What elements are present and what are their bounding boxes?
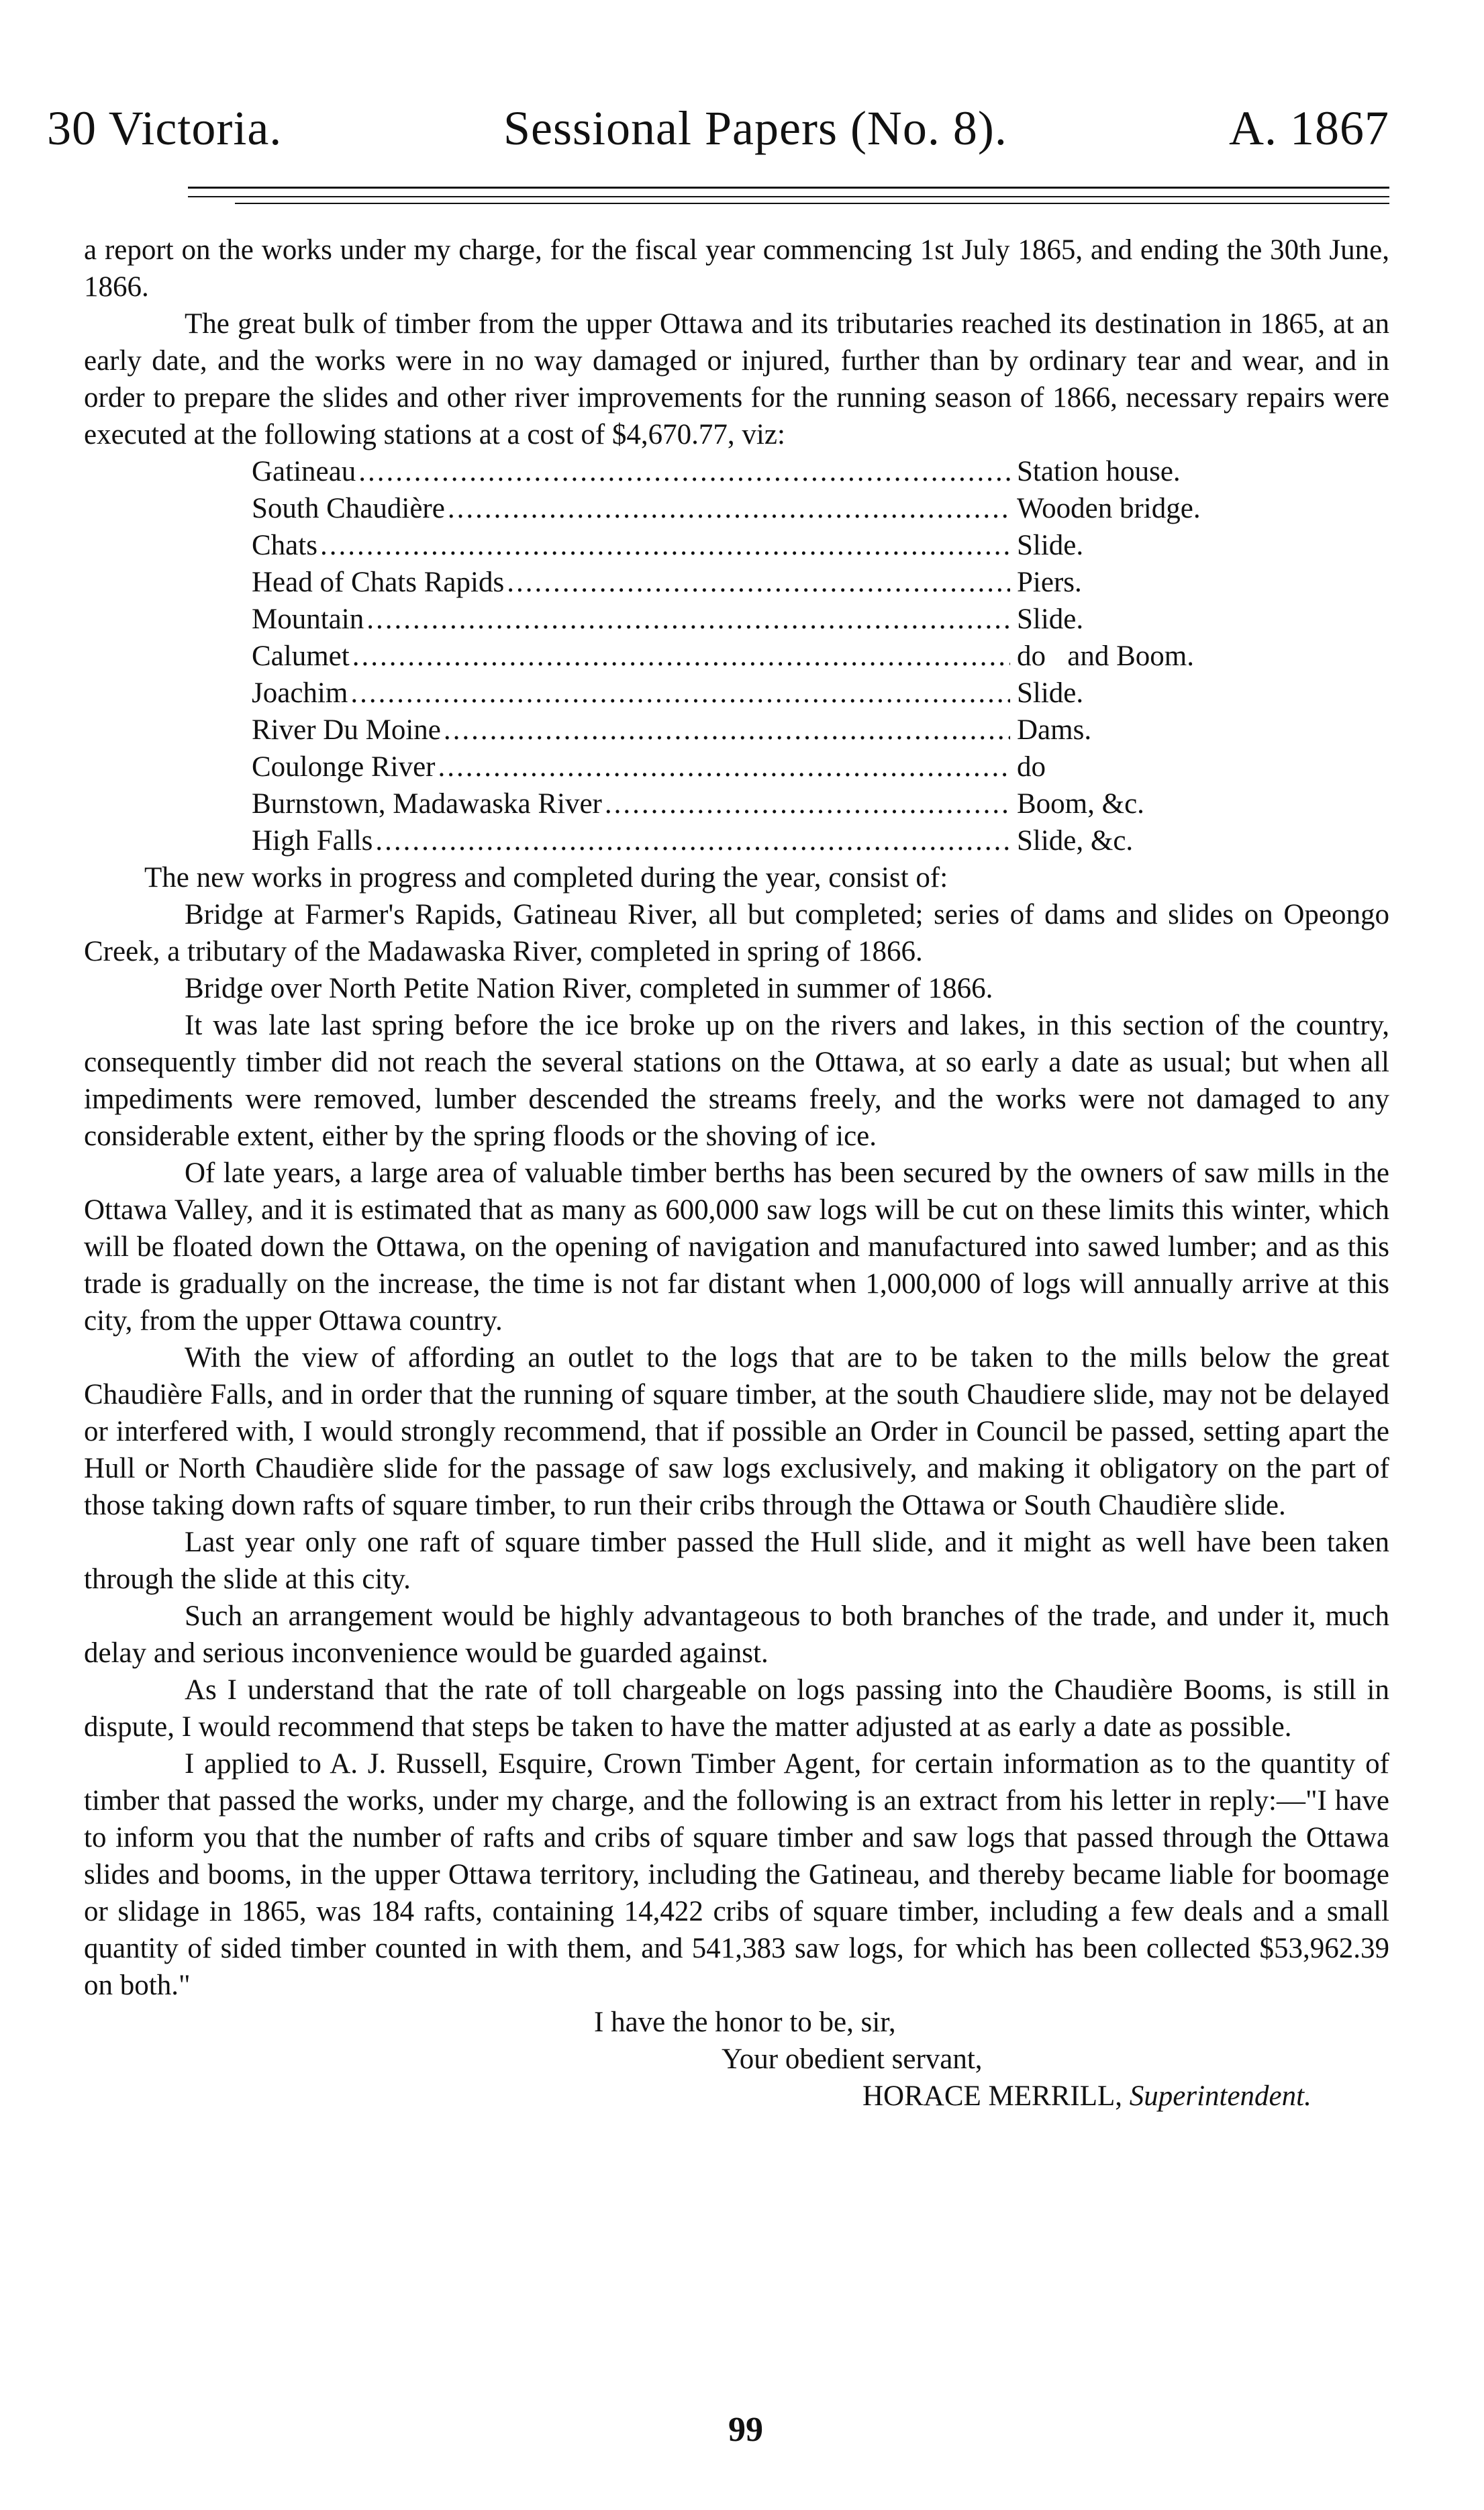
new-works-item-2: Bridge over North Petite Nation River, completed in summer of 1866. bbox=[185, 973, 993, 1004]
station-work: Wooden bridge. bbox=[1017, 493, 1201, 524]
leader-dots bbox=[320, 527, 1010, 564]
leader-dots bbox=[352, 638, 1010, 675]
station-name: River Du Moine bbox=[252, 714, 441, 746]
station-name: Coulonge River bbox=[252, 751, 436, 783]
last-year-paragraph: Last year only one raft of square timber passed the Hull slide, and it might as well have been taken through the slide at this city. bbox=[84, 1527, 1389, 1595]
station-row bbox=[252, 564, 1299, 601]
header-year: A. 1867 bbox=[1229, 101, 1389, 155]
leader-dots bbox=[605, 785, 1010, 822]
outlet-paragraph: With the view of affording an outlet to the logs that are to be taken to the mills below the great Chaudière Falls, and in order that the running of square timber, at the south Chaudiere slide, may not be delayed or interfered with, I would strongly recommend, that if possible an Order in Council be passed, setting apart the Hull or North Chaudière slide for the passage of saw logs exclusively, and making it obligatory on the part of those taking down rafts of square timber, to run their cribs through the Ottawa or South Chaudière slide. bbox=[84, 1342, 1389, 1521]
station-name: Mountain bbox=[252, 604, 364, 635]
station-name: Gatineau bbox=[252, 456, 356, 487]
leader-dots bbox=[507, 564, 1010, 601]
station-row bbox=[252, 712, 1299, 749]
station-work: Piers. bbox=[1017, 567, 1082, 598]
station-row bbox=[252, 453, 1299, 490]
station-work: do and Boom. bbox=[1017, 640, 1194, 672]
station-name: Calumet bbox=[252, 640, 350, 672]
page-header bbox=[47, 101, 1389, 154]
station-name: Joachim bbox=[252, 677, 348, 709]
leader-dots bbox=[375, 822, 1010, 859]
document-page bbox=[47, 0, 1389, 2510]
station-work: Slide. bbox=[1017, 530, 1084, 561]
station-name: High Falls bbox=[252, 825, 373, 857]
header-rule-thin-2 bbox=[235, 203, 1389, 204]
station-work: Slide. bbox=[1017, 677, 1084, 709]
leader-dots bbox=[350, 675, 1010, 712]
header-title: Sessional Papers (No. 8). bbox=[503, 101, 1007, 155]
header-rule-thick bbox=[188, 187, 1389, 189]
leader-dots bbox=[366, 601, 1010, 638]
station-row bbox=[252, 785, 1299, 822]
report-body bbox=[84, 232, 1389, 2115]
leader-dots bbox=[444, 712, 1010, 749]
arrangement-paragraph: Such an arrangement would be highly advantageous to both branches of the trade, and under it, much delay and serious inconvenience would be guarded against. bbox=[84, 1600, 1389, 1669]
station-work: Dams. bbox=[1017, 714, 1092, 746]
station-row bbox=[252, 822, 1299, 859]
header-rule-thin bbox=[188, 196, 1389, 197]
station-row bbox=[252, 490, 1299, 527]
page-number: 99 bbox=[728, 2411, 763, 2449]
new-works-item-1: Bridge at Farmer's Rapids, Gatineau River, all but completed; series of dams and slides on Opeongo Creek, a tributary of the Madawaska River, completed in spring of 1866. bbox=[84, 899, 1389, 967]
station-name: Chats bbox=[252, 530, 317, 561]
station-row bbox=[252, 638, 1299, 675]
repairs-paragraph: The great bulk of timber from the upper Ottawa and its tributaries reached its destination in 1865, at an early date, and the works were in no way damaged or injured, further than by ordinary tear and wear, and in order to prepare the slides and other river improvements for the running season of 1866, necessary repairs were executed at the following stations at a cost of $4,670.77, viz: bbox=[84, 308, 1389, 450]
intro-paragraph: a report on the works under my charge, for the fiscal year commencing 1st July 1865, and ending the 30th June, 1866. bbox=[84, 234, 1389, 303]
station-work: Boom, &c. bbox=[1017, 788, 1144, 820]
station-row bbox=[252, 675, 1299, 712]
station-work: Slide. bbox=[1017, 604, 1084, 635]
station-row bbox=[252, 749, 1299, 785]
spring-paragraph: It was late last spring before the ice broke up on the rivers and lakes, in this section of the country, consequently timber did not reach the several stations on the Ottawa, at so early a date as usual; but when all impediments were removed, lumber descended the streams freely, and the works were not damaged to any considerable extent, either by the spring floods or the shoving of ice. bbox=[84, 1010, 1389, 1152]
station-work: Slide, &c. bbox=[1017, 825, 1134, 857]
signature bbox=[84, 2078, 1389, 2115]
station-name: Head of Chats Rapids bbox=[252, 567, 505, 598]
toll-paragraph: As I understand that the rate of toll chargeable on logs passing into the Chaudière Booms, is still in dispute, I would recommend that steps be taken to have the matter adjusted at as early a date as possible. bbox=[84, 1674, 1389, 1743]
station-name: South Chaudière bbox=[252, 493, 445, 524]
russell-paragraph: I applied to A. J. Russell, Esquire, Crown Timber Agent, for certain information as to the quantity of timber that passed the works, under my charge, and the following is an extract from his letter in reply:—"I have to inform you that the number of rafts and cribs of square timber and saw logs that passed through the Ottawa slides and booms, in the upper Ottawa territory, including the Gatineau, and thereby became liable for boomage or slidage in 1865, was 184 rafts, containing 14,422 cribs of square timber, including a few deals and a small quantity of sided timber counted in with them, and 541,383 saw logs, for which has been collected $53,962.39 on both." bbox=[84, 1748, 1389, 2001]
leader-dots bbox=[448, 490, 1010, 527]
header-session: 30 Victoria. bbox=[47, 101, 283, 155]
station-work: Station house. bbox=[1017, 456, 1181, 487]
signatory-name: HORACE MERRILL, bbox=[862, 2080, 1122, 2112]
station-row bbox=[252, 527, 1299, 564]
signatory-title: Superintendent. bbox=[1129, 2080, 1312, 2112]
leader-dots bbox=[438, 749, 1011, 785]
leader-dots bbox=[358, 453, 1010, 490]
closing-valediction: Your obedient servant, bbox=[722, 2043, 983, 2075]
new-works-intro: The new works in progress and completed during the year, consist of: bbox=[144, 862, 948, 894]
timber-berths-paragraph: Of late years, a large area of valuable timber berths has been secured by the owners of saw mills in the Ottawa Valley, and it is estimated that as many as 600,000 saw logs will be cut on these limits this winter, which will be floated down the Ottawa, on the opening of navigation and manufactured into sawed lumber; and as this trade is gradually on the increase, the time is not far distant when 1,000,000 of logs will annually arrive at this city, from the upper Ottawa country. bbox=[84, 1157, 1389, 1337]
station-work: do bbox=[1017, 751, 1046, 783]
closing-salutation: I have the honor to be, sir, bbox=[594, 2007, 896, 2038]
station-list bbox=[252, 453, 1299, 859]
station-name: Burnstown, Madawaska River bbox=[252, 788, 602, 820]
station-row bbox=[252, 601, 1299, 638]
